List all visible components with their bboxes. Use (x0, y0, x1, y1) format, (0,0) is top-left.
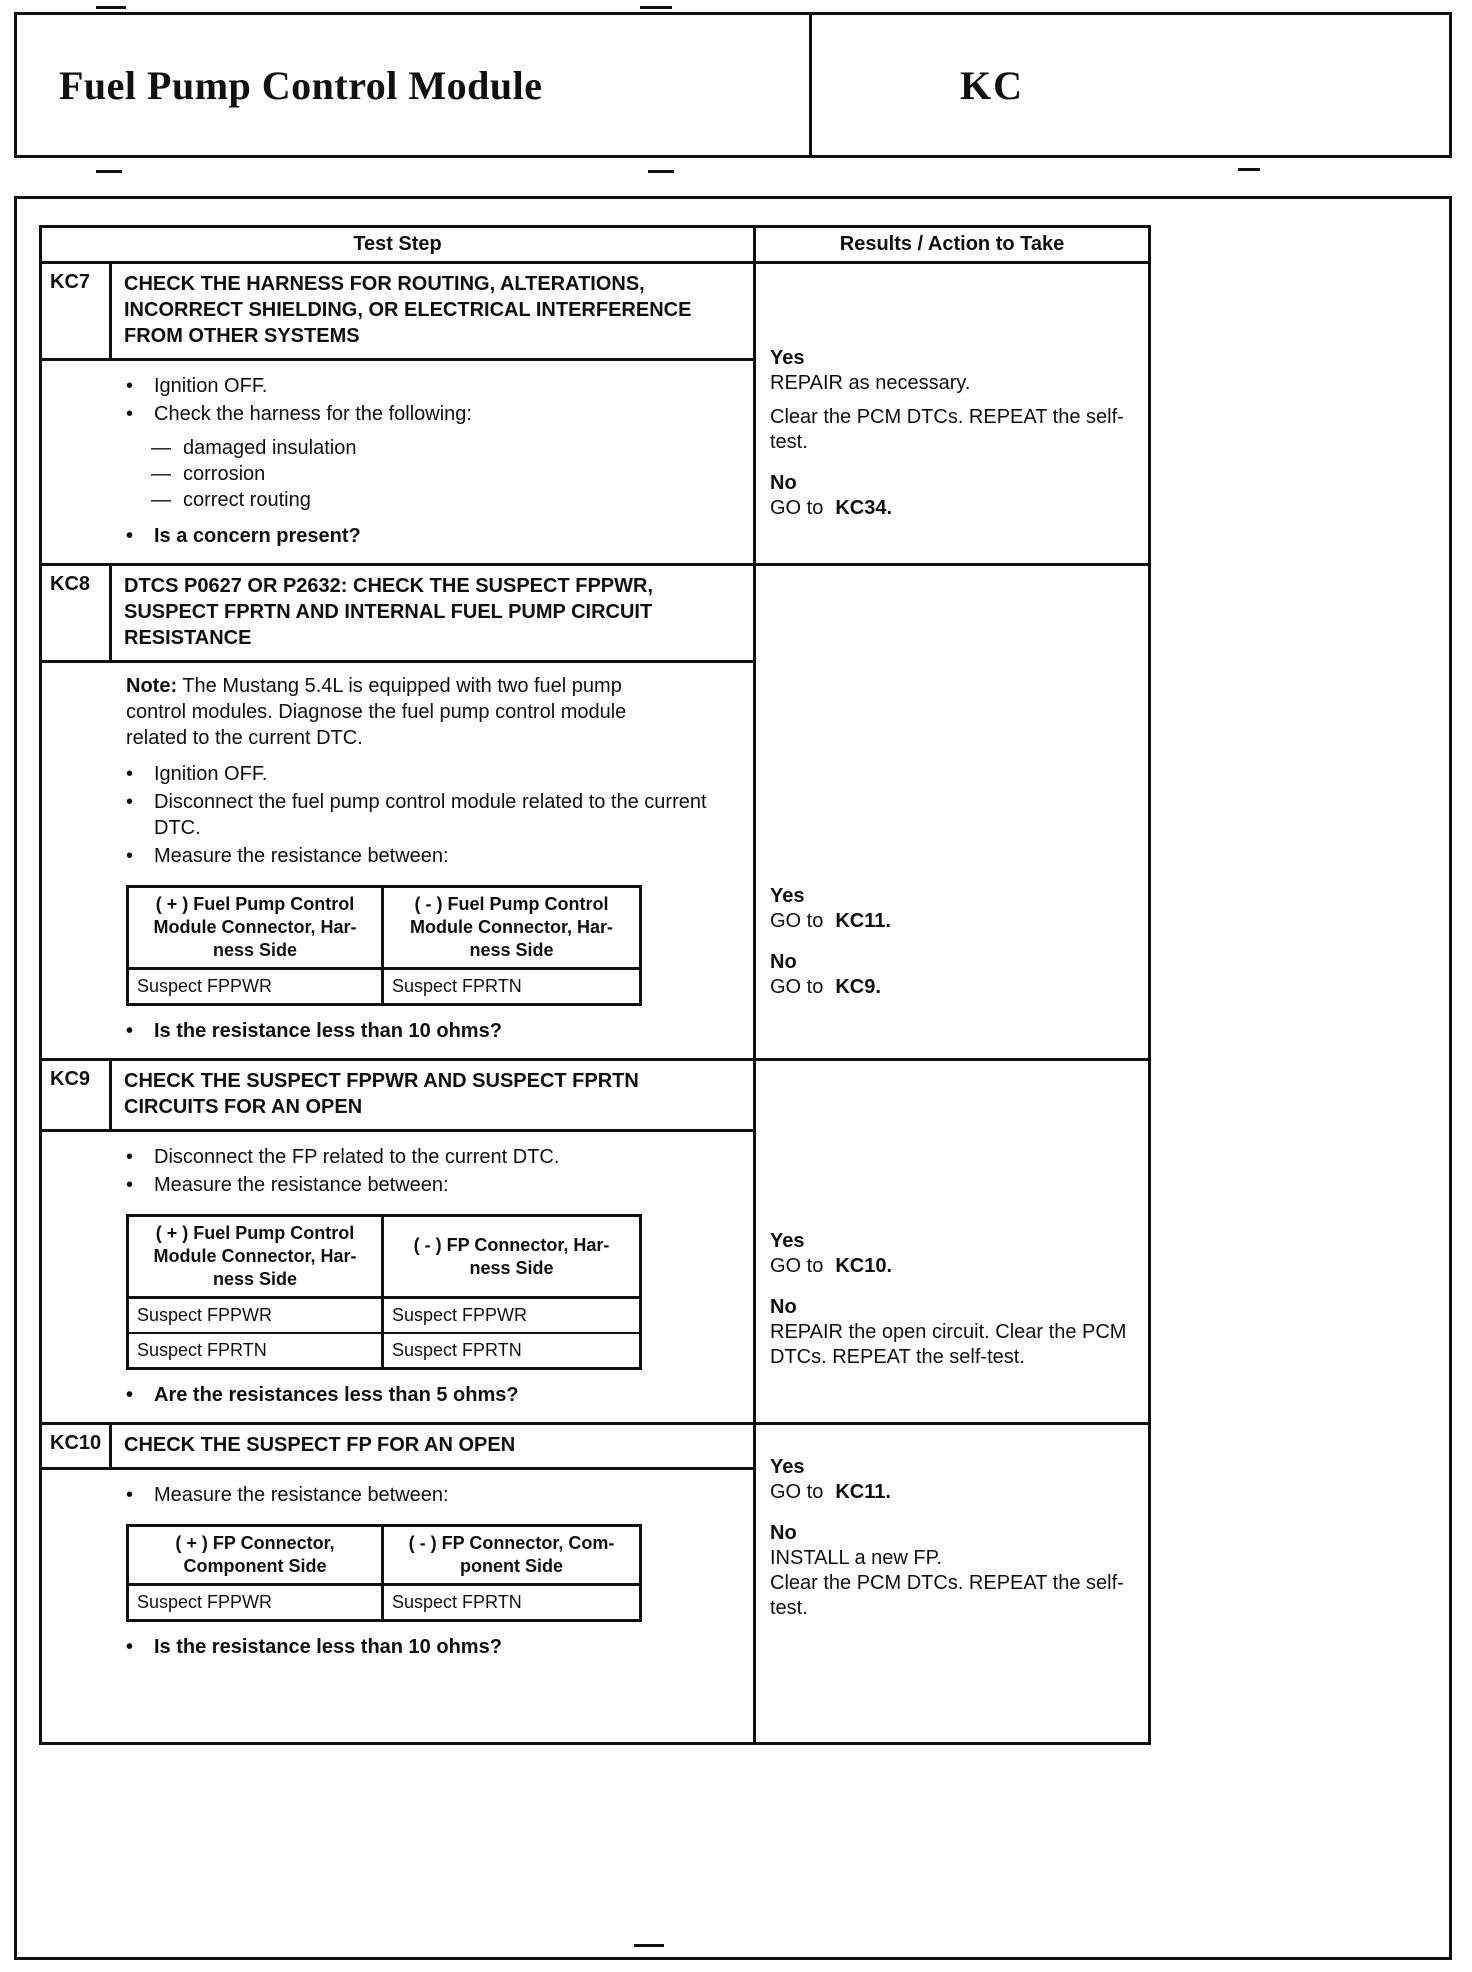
action-text (770, 1480, 1136, 1505)
measurement-row (129, 1299, 639, 1334)
scan-artifact (648, 170, 674, 173)
dash-icon: — (151, 463, 171, 485)
action-text (770, 496, 1136, 521)
step-header (42, 264, 753, 361)
question-text: Is a concern present? (154, 525, 361, 547)
page-body-frame (14, 196, 1452, 1960)
procedure-bullet (126, 373, 739, 399)
step-id: KC7 (42, 264, 112, 358)
header-line: ( + ) Fuel Pump Control (155, 894, 355, 914)
test-step-row-kc9 (42, 1061, 1148, 1425)
step-procedure (42, 361, 753, 563)
step-procedure (42, 1470, 753, 1742)
yes-label: Yes (770, 1230, 805, 1252)
bullet-text: Check the harness for the following: (154, 403, 472, 425)
test-step-row-kc10 (42, 1425, 1148, 1742)
header-line: ness Side (212, 940, 298, 960)
go-to-target: KC9. (835, 976, 881, 998)
results-cell (756, 1425, 1148, 1742)
bullet-icon: • (126, 375, 134, 397)
measurement-cell: Suspect FPPWR (129, 970, 384, 1003)
header-line: ( - ) FP Connector, Har- (413, 1234, 610, 1255)
procedure-bullet (126, 789, 739, 841)
bullet-icon: • (126, 845, 134, 867)
dash-icon: — (151, 489, 171, 511)
go-to-text: GO to (770, 976, 824, 998)
dash-item (151, 435, 739, 461)
go-to-text: GO to (770, 497, 824, 519)
measurement-row (129, 1586, 639, 1619)
go-to-text: GO to (770, 1255, 824, 1277)
step-id: KC9 (42, 1061, 112, 1129)
bullet-text: Measure the resistance between: (154, 1484, 449, 1506)
action-text (770, 975, 1136, 1000)
bullet-text: Measure the resistance between: (154, 845, 449, 867)
header-line: Component Side (183, 1556, 327, 1576)
results-cell (756, 1061, 1148, 1422)
yes-label: Yes (770, 1456, 805, 1478)
yes-label: Yes (770, 347, 805, 369)
step-id: KC8 (42, 566, 112, 660)
test-step-cell (42, 264, 756, 563)
header-line: ness Side (469, 940, 554, 960)
header-line: ( - ) FP Connector, Com- (408, 1533, 615, 1553)
measurement-cell: Suspect FPRTN (392, 1340, 522, 1360)
step-title: DTCS P0627 OR P2632: CHECK THE SUSPECT FPPWR, SUSPECT FPRTN AND INTERNAL FUEL PUMP CIRCUIT RESISTANCE (124, 575, 654, 649)
scan-artifact (1238, 168, 1260, 171)
measurement-row (129, 1334, 639, 1367)
step-header (42, 566, 753, 663)
section-code-cell (812, 15, 1449, 155)
question-text: Is the resistance less than 10 ohms? (154, 1020, 502, 1042)
bullet-icon: • (126, 403, 134, 425)
procedure-bullet (126, 1482, 739, 1508)
page-title-cell (17, 15, 812, 155)
step-question (126, 1382, 739, 1408)
dash-item (151, 461, 739, 487)
bullet-text: Disconnect the FP related to the current DTC. (154, 1146, 560, 1168)
pinpoint-test-table (39, 225, 1151, 1745)
action-text: Clear the PCM DTCs. REPEAT the self-test. (770, 1572, 1124, 1619)
header-line: ness Side (469, 1257, 554, 1278)
bullet-text: Ignition OFF. (154, 763, 268, 785)
no-label: No (770, 951, 797, 973)
header-line: ponent Side (460, 1556, 563, 1576)
step-header (42, 1425, 753, 1470)
step-title: CHECK THE HARNESS FOR ROUTING, ALTERATIONS, INCORRECT SHIELDING, OR ELECTRICAL INTERFERENCE FROM OTHER SYSTEMS (124, 273, 692, 347)
no-label: No (770, 472, 797, 494)
step-note (126, 673, 686, 751)
question-text: Are the resistances less than 5 ohms? (154, 1384, 519, 1406)
dash-icon: — (151, 437, 171, 459)
measurement-cell: Suspect FPPWR (129, 1299, 384, 1332)
action-text: REPAIR the open circuit. Clear the PCM DTCs. REPEAT the self-test. (770, 1321, 1127, 1368)
go-to-target: KC11. (835, 910, 891, 932)
scan-artifact (96, 6, 126, 9)
go-to-target: KC11. (835, 1481, 891, 1503)
bullet-text: Disconnect the fuel pump control module related to the current DTC. (154, 791, 707, 839)
action-text (770, 1254, 1136, 1279)
results-cell (756, 566, 1148, 1058)
results-cell (756, 264, 1148, 563)
procedure-bullet (126, 401, 739, 427)
dash-text: damaged insulation (183, 437, 357, 459)
bullet-icon: • (126, 1636, 134, 1658)
header-line: Module Connector, Har- (153, 917, 357, 937)
test-step-cell (42, 566, 756, 1058)
step-procedure (42, 663, 753, 1058)
section-code: KC (960, 62, 1024, 108)
header-line: ( + ) Fuel Pump Control (155, 1223, 355, 1243)
header-line: ( - ) Fuel Pump Control (414, 894, 609, 914)
measurement-cell: Suspect FPRTN (129, 1334, 384, 1367)
action-text: INSTALL a new FP. (770, 1547, 942, 1569)
step-question (126, 523, 739, 549)
step-question (126, 1634, 739, 1660)
step-title: CHECK THE SUSPECT FP FOR AN OPEN (124, 1434, 516, 1456)
procedure-bullet (126, 843, 739, 869)
bullet-icon: • (126, 1484, 134, 1506)
measurement-table (126, 1524, 642, 1622)
action-text: REPAIR as necessary. (770, 372, 971, 394)
test-step-row-kc7 (42, 264, 1148, 566)
measurement-col-positive (129, 888, 384, 967)
measurement-table-header (129, 1217, 639, 1299)
header-line: Module Connector, Har- (409, 917, 613, 937)
page-title: Fuel Pump Control Module (59, 62, 543, 108)
measurement-table-header (129, 888, 639, 970)
measurement-col-positive (129, 1217, 384, 1296)
step-question (126, 1018, 739, 1044)
measurement-cell: Suspect FPRTN (392, 1592, 522, 1612)
header-line: ( + ) FP Connector, (175, 1533, 335, 1553)
header-line: ness Side (212, 1269, 298, 1289)
procedure-bullet (126, 1172, 739, 1198)
go-to-target: KC10. (835, 1255, 893, 1277)
bullet-icon: • (126, 1174, 134, 1196)
note-text: The Mustang 5.4L is equipped with two fuel pump control modules. Diagnose the fuel pump control module related to the current DTC. (126, 675, 627, 749)
measurement-row (129, 970, 639, 1003)
table-header-row (42, 228, 1148, 264)
test-step-row-kc8 (42, 566, 1148, 1061)
bullet-text: Measure the resistance between: (154, 1174, 449, 1196)
measurement-col-negative (384, 1217, 639, 1296)
question-text: Is the resistance less than 10 ohms? (154, 1636, 502, 1658)
bullet-text: Ignition OFF. (154, 375, 268, 397)
measurement-cell: Suspect FPPWR (129, 1586, 384, 1619)
yes-label: Yes (770, 885, 805, 907)
bullet-icon: • (126, 525, 134, 547)
bullet-icon: • (126, 1146, 134, 1168)
step-title: CHECK THE SUSPECT FPPWR AND SUSPECT FPRTN CIRCUITS FOR AN OPEN (124, 1070, 639, 1118)
bullet-icon: • (126, 791, 134, 813)
no-label: No (770, 1522, 797, 1544)
column-header-results: Results / Action to Take (839, 233, 1065, 255)
measurement-table (126, 1214, 642, 1370)
bullet-icon: • (126, 763, 134, 785)
measurement-table-header (129, 1527, 639, 1586)
step-id: KC10 (42, 1425, 112, 1467)
go-to-text: GO to (770, 910, 824, 932)
go-to-target: KC34. (835, 497, 893, 519)
dash-list (126, 435, 739, 513)
no-label: No (770, 1296, 797, 1318)
procedure-bullet (126, 1144, 739, 1170)
header-line: Module Connector, Har- (153, 1246, 357, 1266)
go-to-text: GO to (770, 1481, 824, 1503)
measurement-col-positive (129, 1527, 384, 1583)
measurement-cell: Suspect FPRTN (392, 976, 522, 996)
bullet-icon: • (126, 1020, 134, 1042)
measurement-cell: Suspect FPPWR (392, 1305, 528, 1325)
bullet-icon: • (126, 1384, 134, 1406)
procedure-bullet (126, 761, 739, 787)
page-header (14, 12, 1452, 158)
action-text (770, 909, 1136, 934)
step-header (42, 1061, 753, 1132)
measurement-col-negative (384, 888, 639, 967)
dash-text: correct routing (183, 489, 311, 511)
test-step-cell (42, 1061, 756, 1422)
column-header-test-step: Test Step (42, 228, 756, 261)
scan-artifact (640, 6, 672, 9)
note-label: Note: (126, 675, 178, 697)
measurement-table (126, 885, 642, 1006)
step-procedure (42, 1132, 753, 1422)
dash-text: corrosion (183, 463, 266, 485)
measurement-col-negative (384, 1527, 639, 1583)
test-step-cell (42, 1425, 756, 1742)
dash-item (151, 487, 739, 513)
scan-artifact (96, 170, 122, 173)
action-text: Clear the PCM DTCs. REPEAT the self-test. (770, 406, 1124, 453)
